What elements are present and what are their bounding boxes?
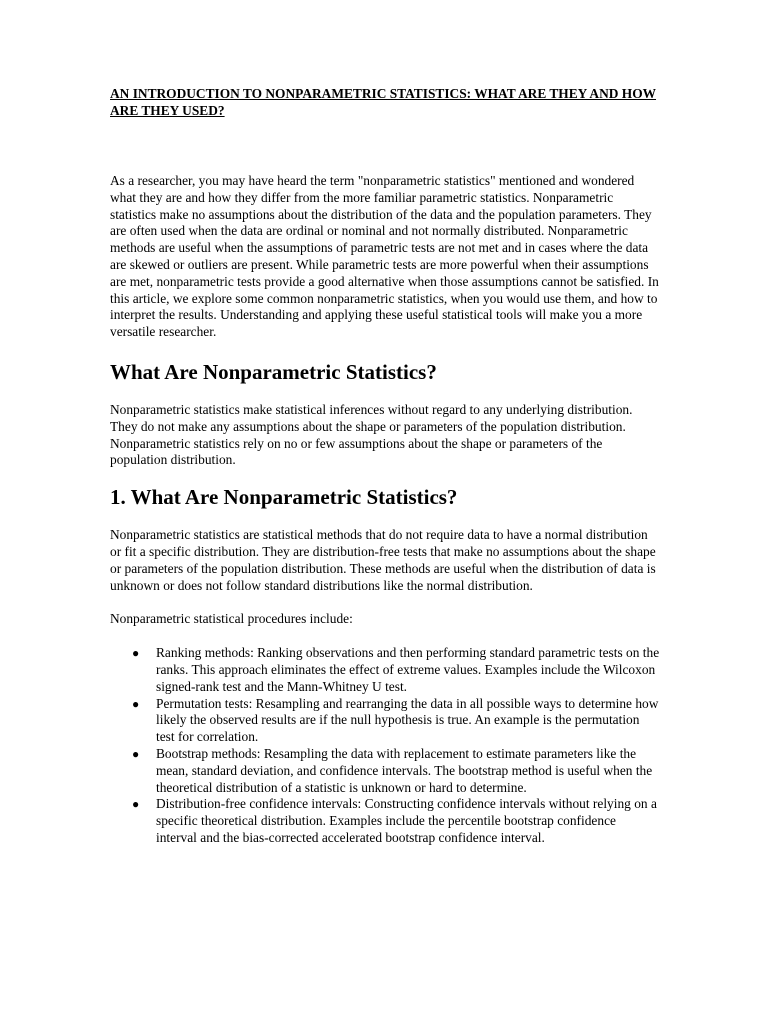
section-heading-numbered: 1. What Are Nonparametric Statistics? [110, 485, 458, 510]
list-item-text: Distribution-free confidence intervals: Constructing confidence intervals without relying on a specific theoretical distribution. Examples include the percentile bootstrap confidence interval and the bias-corrected accelerated bootstrap confidence interval. [156, 796, 657, 845]
section-heading-what-are: What Are Nonparametric Statistics? [110, 359, 437, 384]
list-item-text: Bootstrap methods: Resampling the data with replacement to estimate parameters like the mean, standard deviation, and confidence intervals. The bootstrap method is useful when the theoretical distribution of a statistic is unknown or hard to determine. [156, 745, 653, 795]
document-title: AN INTRODUCTION TO NONPARAMETRIC STATISTICS: WHAT ARE THEY AND HOW ARE THEY USED? [110, 86, 657, 118]
bullet-icon: ● [132, 696, 140, 711]
list-item-text: Permutation tests: Resampling and rearranging the data in all possible ways to determine how likely the observed results are if the null hypothesis is true. An example is the permutation test for correlation. [156, 695, 659, 745]
document-content [110, 86, 660, 847]
list-item [110, 645, 660, 695]
procedures-intro: Nonparametric statistical procedures include: [110, 611, 353, 627]
bullet-icon: ● [132, 646, 140, 661]
procedures-list [110, 645, 660, 847]
bullet-icon: ● [132, 746, 140, 761]
list-item-text: Ranking methods: Ranking observations and then performing standard parametric tests on the ranks. This approach eliminates the effect of extreme values. Examples include the Wilcoxon signed-rank test and the Mann-Whitney U test. [156, 645, 660, 694]
bullet-icon: ● [132, 797, 140, 812]
list-item [110, 796, 660, 846]
intro-paragraph: As a researcher, you may have heard the term "nonparametric statistics" mentioned and wondered what they are and how they differ from the more familiar parametric statistics. Nonparametric statistics make no assumptions about the distribution of the data and the population parameters. They are often used when the data are ordinal or nominal and not normally distributed. Nonparametric methods are useful when the assumptions of parametric tests are not met and in cases where the data are skewed or outliers are present. While parametric tests are more powerful when their assumptions are met, nonparametric tests provide a good alternative when those assumptions cannot be satisfied. In this article, we explore some common nonparametric statistics, when you would use them, and how to interpret the results. Understanding and applying these useful statistical tools will make you a more versatile researcher. [110, 173, 659, 340]
list-item [110, 696, 660, 746]
list-item [110, 746, 660, 796]
section-paragraph-numbered: Nonparametric statistics are statistical methods that do not require data to have a normal distribution or fit a specific distribution. They are distribution-free tests that make no assumptions about the shape or parameters of the population distribution. These methods are useful when the distribution of data is unknown or does not follow standard distributions like the normal distribution. [110, 527, 656, 593]
section-paragraph-what-are: Nonparametric statistics make statistical inferences without regard to any underlying distribution. They do not make any assumptions about the shape or parameters of the population distribution. Nonparametric statistics rely on no or few assumptions about the shape or parameters of the population distribution. [110, 401, 633, 468]
